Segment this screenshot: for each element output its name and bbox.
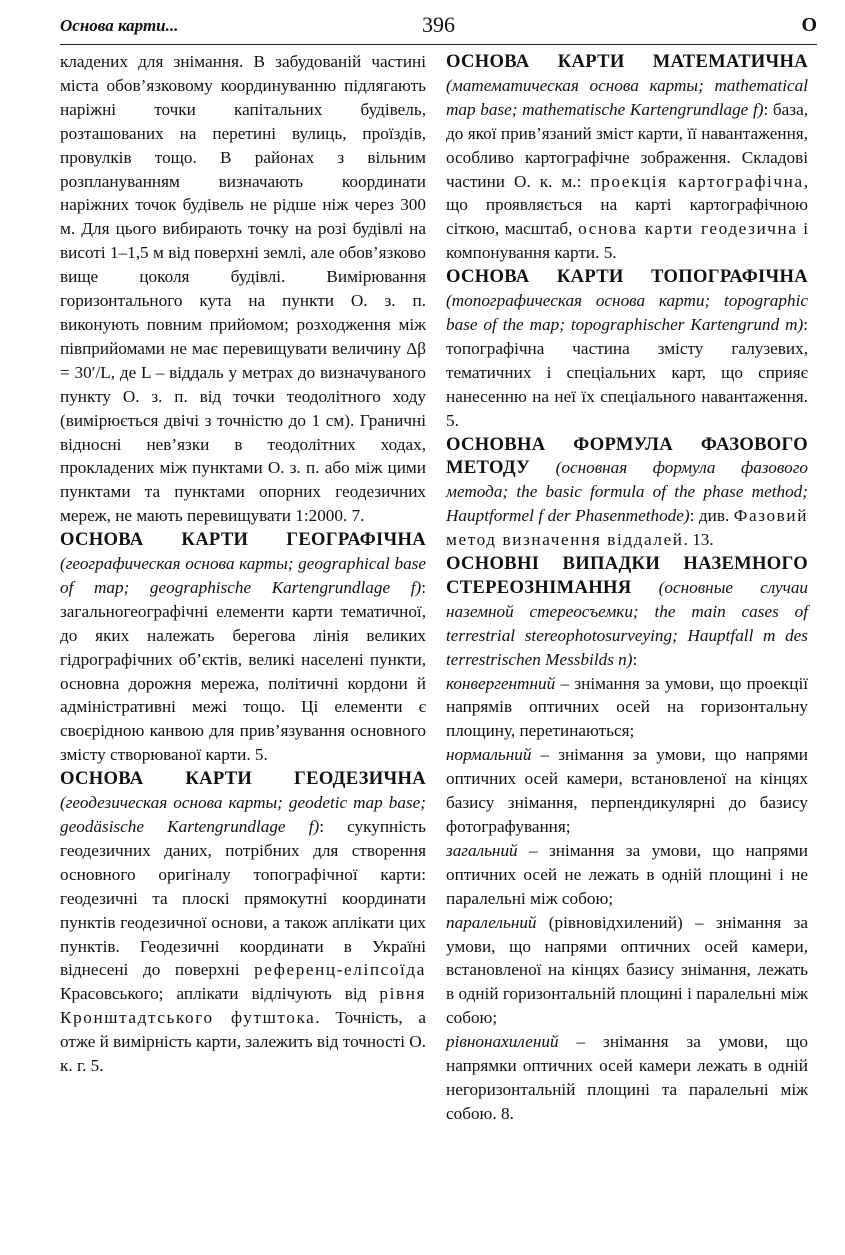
right-column <box>446 50 808 1126</box>
entry-heading: ОСНОВА КАРТИ МАТЕМАТИЧНА <box>446 51 808 72</box>
entry-body: , що проявляється на карті картографічною сіткою, масштаб, <box>446 171 808 239</box>
case-text: – знімання за умови, що напрями оптичних осей камери, встановленої на кінцях базису знімання, перпендикулярні до базису фотографування; <box>446 745 808 836</box>
entry-heading: ОСНОВА КАРТИ ГЕОДЕЗИЧНА <box>60 768 426 790</box>
entry-heading: ОСНОВА КАРТИ ТОПОГРАФІЧНА <box>446 266 808 288</box>
entry-body: : див. <box>689 506 734 526</box>
entry-body: Красовського; аплікати відлічують від <box>60 984 380 1004</box>
left-column <box>60 50 426 1078</box>
entry-terms: (географическая основа карты; geographical base of map; geographische Kartengrundlage f) <box>60 554 426 597</box>
case-term: рівнонахилений <box>446 1032 559 1052</box>
case-text: (рівновідхилений) – знімання за умови, що напрями оптичних осей камери, встановленої на кінцях базису знімання, лежать в одній горизонтальній площині і паралельні між собою; <box>446 912 808 1028</box>
cross-reference: проекція картографічна <box>590 171 804 191</box>
cross-reference: Фазовий метод визначення віддалей <box>446 506 808 550</box>
cross-reference: рівня Кронштадтського футштока <box>60 984 426 1028</box>
continuation-paragraph: кладених для знімання. В забудованій частині міста обов’язковому координуванню підлягають наріжні точки капітальних будівель, розташованих на перетині вулиць, проїздів, провулків тощо. В районах з вільним розплануванням визначають координати наріжних точок будівель не рідше ніж через 300 м. Для цього вибирають точку на розі будівлі на висоті 1–1,5 м від поверхні землі, але обов’язково вище цоколя будівлі. Вимірювання горизонтального кута на пункти О. з. п. виконують повним прийомом; розходження між півприйомами не має перевищувати величину Δβ = 30′/L, де L – віддаль у метрах до визначуваного пункту О. з. п. від точки теодолітного ходу (вимірюється двічі з точністю до 1 см). Граничні відносні нев’язки в теодолітних ходах, прокладених між пунктами О. з. п. або між цими пунктами та пунктами опорних геодезичних мереж, не мають перевищувати 1:2000. 7. <box>60 52 426 526</box>
entry-phase-method-formula <box>446 433 808 553</box>
case-term: конвергентний <box>446 673 556 693</box>
entry-terms: (основная формула фазового метода; the basic formula of the phase method; Hauptformel f der Phasenmethode) <box>446 458 808 526</box>
entry-heading: ОСНОВА КАРТИ ГЕОГРАФІЧНА <box>60 529 426 551</box>
case-convergent <box>446 672 808 744</box>
case-parallel <box>446 911 808 1031</box>
entry-body: : топографічна частина змісту галузевих, тематичних і спеціальних карт, що сприяє нанесенню на неї їх спеціального навантаження. 5. <box>446 314 808 430</box>
case-general <box>446 839 808 911</box>
entry-heading: ОСНОВНІ ВИПАДКИ НАЗЕМНОГО СТЕРЕОЗНІМАННЯ <box>446 553 808 598</box>
case-term: загальний <box>446 840 518 860</box>
case-equally-inclined <box>446 1030 808 1126</box>
case-term: паралельний <box>446 912 537 932</box>
case-text: – знімання за умови, що напрями оптичних осей не лежать в одній площині і не паралельні між собою; <box>446 840 808 908</box>
entry-body: : база, до якої прив’язаний зміст карти, її навантаження, особливо картографічне зображення. Складові частини О. к. м.: <box>446 99 808 191</box>
entry-body: . Точність, а отже й вимірність карти, залежить від точності О. к. г. 5. <box>60 1008 426 1076</box>
entry-body: . 13. <box>683 530 714 550</box>
entry-body: : <box>632 649 638 669</box>
entry-body: : сукупність геодезичних даних, потрібних для створення основного оригіналу топографічної карти: геодезичні та плоскі прямокутні координати пунктів геодезичної основи, а також аплікати цих пунктів. Геодезичні координати в Україні віднесені до поверхні <box>60 817 426 980</box>
cross-reference: референц-еліпсоїда <box>254 960 426 980</box>
entry-geographic-base <box>60 528 426 767</box>
section-letter: О <box>801 14 817 36</box>
case-text: – знімання за умови, що проекції напрямів оптичних осей на горизонтальну площину, перетинаються; <box>446 673 808 741</box>
page-header <box>60 6 817 42</box>
entry-mathematical-base <box>446 50 808 265</box>
case-normal <box>446 743 808 839</box>
entry-terms: (топографическая основа карти; topographic base of the map; topographischer Kartengrund m) <box>446 291 808 334</box>
entry-stereo-survey-cases <box>446 552 808 672</box>
entry-body: і компонування карти. 5. <box>446 219 808 263</box>
running-title: Основа карти... <box>60 16 179 35</box>
cross-reference: основа карти геодезична <box>578 219 798 239</box>
entry-terms: (основные случаи наземной стереосъемки; the main cases of terrestrial stereophotosurveying; Hauptfall m des terrestrischen Messbilds n) <box>446 577 809 669</box>
entry-geodetic-base <box>60 767 426 1078</box>
entry-terms: (математическая основа карты; mathematical map base; mathematische Kartengrundlage f) <box>446 75 808 119</box>
entry-topographic-base <box>446 265 808 432</box>
entry-body: : загальногеографічні елементи карти тематичної, до яких належать берегова лінія великих гідрографічних об’єктів, великі населені пункти, основна дорожня мережа, політичні кордони й адміністративні межі тощо. Ці елементи є своєрідною канвою для прив’язування основного змісту створюваної карти. 5. <box>60 577 426 765</box>
entry-terms: (геодезическая основа карты; geodetic map base; geodäsische Kartengrundlage f) <box>60 793 426 836</box>
case-term: нормальний <box>446 745 532 765</box>
page-number: 396 <box>422 12 455 37</box>
header-rule <box>60 44 817 45</box>
entry-heading: ОСНОВНА ФОРМУЛА ФАЗОВОГО МЕТОДУ <box>446 433 808 479</box>
case-text: – знімання за умови, що напрямки оптичних осей камери лежать в одній негоризонтальній площині та паралельні між собою. 8. <box>446 1032 808 1123</box>
